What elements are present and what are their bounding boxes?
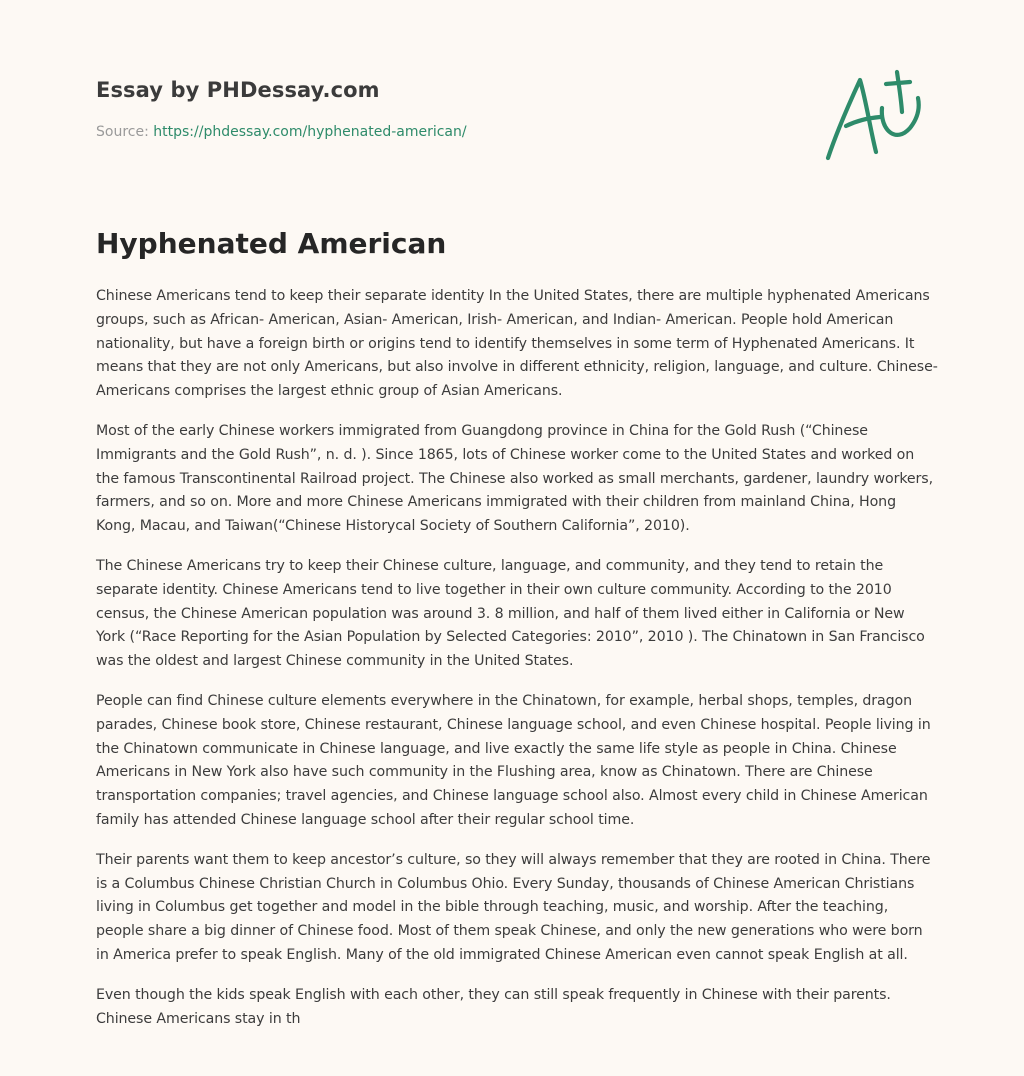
essay-header bbox=[96, 72, 796, 142]
essay-paragraph: People can find Chinese culture elements everywhere in the Chinatown, for example, herbal shops, temples, dragon parades, Chinese book store, Chinese restaurant, Chinese language school, and even Chinese hospital. People living in the Chinatown communicate in Chinese language, and live exactly the same life style as people in China. Chinese Americans in New York also have such community in the Flushing area, know as Chinatown. There are Chinese transportation companies; travel agencies, and Chinese language school also. Almost every child in Chinese American family has attended Chinese language school after their regular school time. bbox=[96, 692, 931, 828]
source-label: Source: bbox=[96, 124, 154, 140]
source-line bbox=[96, 122, 796, 142]
source-link[interactable]: https://phdessay.com/hyphenated-american/ bbox=[153, 124, 467, 140]
essay-body bbox=[96, 285, 938, 1047]
essay-paragraph: Chinese Americans tend to keep their separate identity In the United States, there are multiple hyphenated Americans groups, such as African- American, Asian- American, Irish- American, and Indian- American. People hold American nationality, but have a foreign birth or origins tend to identify themselves in some term of Hyphenated Americans. It means that they are not only Americans, but also involve in different ethnicity, religion, language, and culture. Chinese- Americans comprises the largest ethnic group of Asian Americans. bbox=[96, 288, 938, 400]
a-plus-grade-icon bbox=[822, 68, 926, 164]
essay-paragraph: The Chinese Americans try to keep their Chinese culture, language, and community, and they tend to retain the separate identity. Chinese Americans tend to live together in their own culture community. According to the 2010 census, the Chinese American population was around 3. 8 million, and half of them lived either in California or New York (“Race Reporting for the Asian Population by Selected Categories: 2010”, 2010 ). The Chinatown in San Francisco was the oldest and largest Chinese community in the United States. bbox=[96, 557, 925, 670]
site-brand: Essay by PHDessay.com bbox=[96, 78, 380, 102]
essay-paragraph: Even though the kids speak English with each other, they can still speak frequently in Chinese with their parents. Chinese Americans stay in th bbox=[96, 986, 891, 1027]
essay-title: Hyphenated American bbox=[96, 227, 447, 260]
essay-paragraph: Most of the early Chinese workers immigrated from Guangdong province in China for the Gold Rush (“Chinese Immigrants and the Gold Rush”, n. d. ). Since 1865, lots of Chinese worker come to the United States and worked on the famous Transcontinental Railroad project. The Chinese also worked as small merchants, gardener, laundry workers, farmers, and so on. More and more Chinese Americans immigrated with their children from mainland China, Hong Kong, Macau, and Taiwan(“Chinese Historycal Society of Southern California”, 2010). bbox=[96, 422, 933, 535]
essay-paragraph: Their parents want them to keep ancestor’s culture, so they will always remember that they are rooted in China. There is a Columbus Chinese Christian Church in Columbus Ohio. Every Sunday, thousands of Chinese American Christians living in Columbus get together and model in the bible through teaching, music, and worship. After the teaching, people share a big dinner of Chinese food. Most of them speak Chinese, and only the new generations who were born in America prefer to speak English. Many of the old immigrated Chinese American even cannot speak English at all. bbox=[96, 851, 931, 963]
